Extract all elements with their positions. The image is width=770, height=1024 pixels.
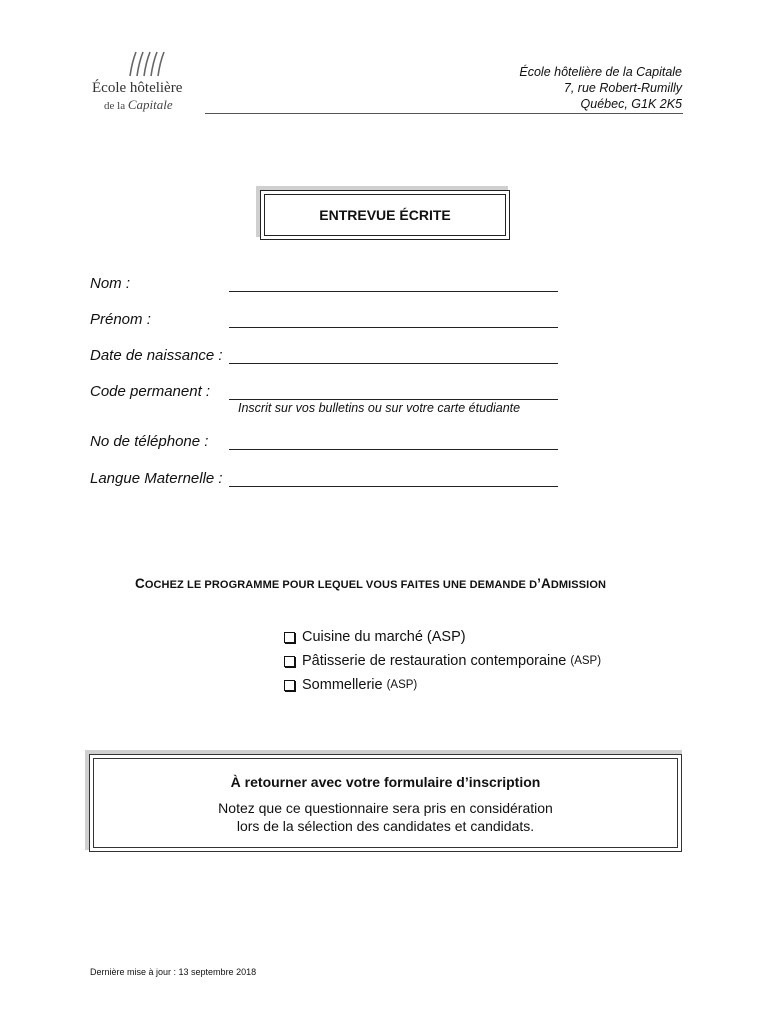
- heading-mid: OCHEZ LE PROGRAMME POUR LEQUEL VOUS FAITES UNE DEMANDE D: [144, 579, 538, 591]
- date-naissance-field[interactable]: [229, 363, 558, 364]
- notice-text-line: lors de la sélection des candidates et candidats.: [236, 818, 535, 834]
- checkbox[interactable]: [284, 656, 295, 667]
- logo-subtitle: [104, 97, 173, 113]
- heading-end: DMISSION: [550, 579, 607, 591]
- logo-sub-script: Capitale: [127, 97, 173, 112]
- title-box: [260, 190, 510, 240]
- checkbox[interactable]: [284, 680, 295, 691]
- program-option-patisserie[interactable]: [284, 653, 601, 669]
- address-line: École hôtelière de la Capitale: [519, 65, 682, 79]
- notice-title: À retourner avec votre formulaire d’inscription: [230, 774, 541, 790]
- address-line: 7, rue Robert-Rumilly: [563, 81, 682, 95]
- program-label: Sommellerie: [302, 677, 383, 693]
- code-permanent-hint: Inscrit sur vos bulletins ou sur votre carte étudiante: [238, 401, 521, 415]
- program-option-cuisine[interactable]: [284, 629, 466, 645]
- notice-text-line: Notez que ce questionnaire sera pris en considération: [218, 800, 553, 816]
- code-permanent-field[interactable]: [229, 399, 558, 400]
- logo-name: École hôtelière: [92, 80, 183, 96]
- telephone-label: No de téléphone :: [90, 433, 209, 450]
- school-address: [519, 64, 682, 112]
- notice-inner: [93, 758, 678, 848]
- date-naissance-label: Date de naissance :: [90, 347, 223, 364]
- nom-label: Nom :: [90, 275, 131, 292]
- program-suffix: (ASP): [570, 655, 602, 667]
- last-update-footer: Dernière mise à jour : 13 septembre 2018: [90, 967, 257, 977]
- school-logo: [92, 48, 202, 112]
- program-heading: [135, 576, 606, 591]
- program-option-sommellerie[interactable]: [284, 677, 417, 693]
- notice-box: [89, 754, 682, 852]
- prenom-label: Prénom :: [90, 311, 151, 328]
- program-label: Pâtisserie de restauration contemporaine: [302, 653, 567, 669]
- address-line: Québec, G1K 2K5: [580, 97, 682, 111]
- program-label: Cuisine du marché (ASP): [302, 629, 466, 645]
- heading-apos-cap: ’A: [537, 576, 551, 591]
- header-divider: [205, 113, 683, 114]
- nom-field[interactable]: [229, 291, 558, 292]
- heading-cap: C: [135, 576, 145, 591]
- logo-sub-prefix: de la: [104, 100, 126, 112]
- checkbox[interactable]: [284, 632, 295, 643]
- prenom-field[interactable]: [229, 327, 558, 328]
- code-permanent-label: Code permanent :: [90, 383, 211, 400]
- langue-maternelle-label: Langue Maternelle :: [90, 470, 223, 487]
- logo-strokes-icon: [126, 48, 170, 78]
- program-suffix: (ASP): [386, 679, 418, 691]
- telephone-field[interactable]: [229, 449, 558, 450]
- page-title: ENTREVUE ÉCRITE: [264, 194, 506, 236]
- langue-maternelle-field[interactable]: [229, 486, 558, 487]
